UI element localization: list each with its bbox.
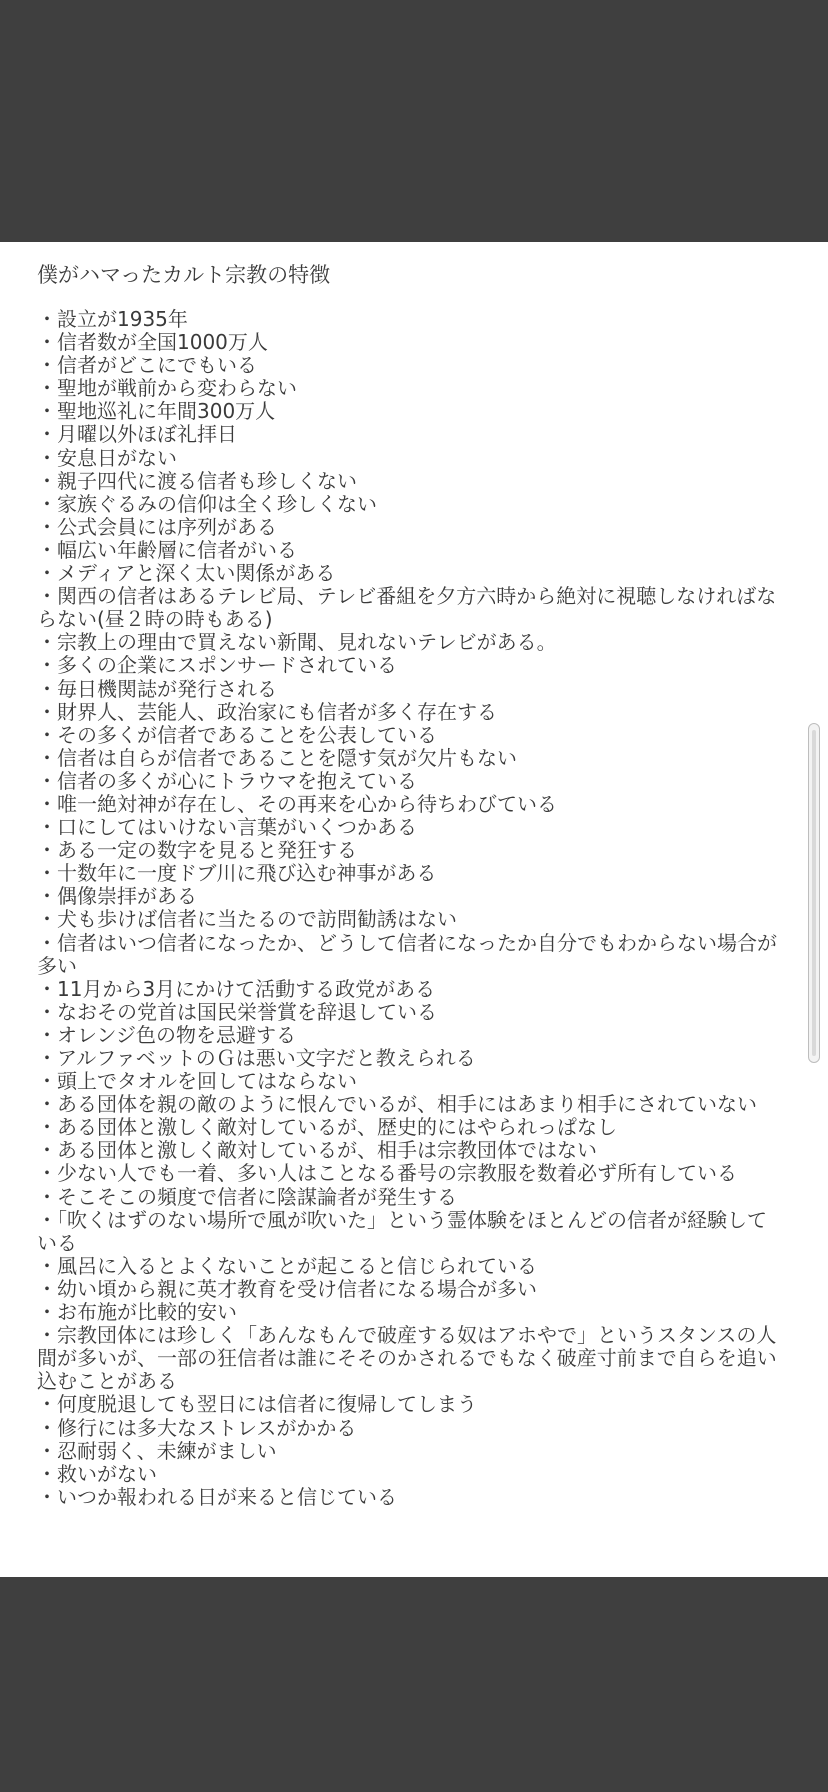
list-item: ・アルファベットのＧは悪い文字だと教えられる xyxy=(37,1046,476,1070)
top-dark-frame xyxy=(0,0,828,242)
list-item: ・なおその党首は国民栄誉賞を辞退している xyxy=(37,999,437,1024)
list-item: ・忍耐弱く、未練がましい xyxy=(37,1438,277,1463)
list-item: ・メディアと深く太い関係がある xyxy=(37,561,336,586)
list-item: ・お布施が比較的安い xyxy=(37,1300,237,1325)
list-item: ・信者は自らが信者であることを隠す気が欠片もない xyxy=(37,745,517,770)
list-item: ・親子四代に渡る信者も珍しくない xyxy=(37,468,357,493)
list-item: ・「吹くはずのない場所で風が吹いた」という霊体験をほとんどの信者が経験している xyxy=(37,1207,767,1255)
list-item: ・ある一定の数字を見ると発狂する xyxy=(37,838,357,863)
list-item: ・聖地が戦前から変わらない xyxy=(37,376,297,401)
list-item: ・信者はいつ信者になったか、どうして信者になったか自分でもわからない場合が多い xyxy=(37,930,777,978)
list-item: ・偶像崇拝がある xyxy=(37,884,197,909)
list-item: ・信者数が全国1000万人 xyxy=(37,330,268,355)
feature-list xyxy=(37,308,777,1509)
list-item: ・そこそこの頻度で信者に陰謀論者が発生する xyxy=(37,1184,457,1209)
list-item: ・財界人、芸能人、政治家にも信者が多く存在する xyxy=(37,699,497,724)
list-item: ・頭上でタオルを回してはならない xyxy=(37,1069,357,1094)
list-item: ・多くの企業にスポンサードされている xyxy=(37,653,397,678)
list-item: ・修行には多大なストレスがかかる xyxy=(37,1415,357,1440)
list-item: ・口にしてはいけない言葉がいくつかある xyxy=(37,815,417,840)
list-item: ・ある団体と激しく敵対しているが、歴史的にはやられっぱなし xyxy=(37,1115,617,1140)
list-item: ・家族ぐるみの信仰は全く珍しくない xyxy=(37,491,377,516)
list-item: ・信者の多くが心にトラウマを抱えている xyxy=(37,768,417,793)
list-item: ・犬も歩けば信者に当たるので訪問勧誘はない xyxy=(37,907,457,932)
list-item: ・ある団体を親の敵のように恨んでいるが、相手にはあまり相手にされていない xyxy=(37,1092,757,1117)
list-item: ・信者がどこにでもいる xyxy=(37,353,257,378)
list-item: ・宗教団体には珍しく「あんなもんで破産する奴はアホやで」というスタンスの人間が多いが、一部の狂信者は誰にそそのかされるでもなく破産寸前まで自らを追い込むことがある xyxy=(37,1323,777,1394)
document-title: 僕がハマったカルト宗教の特徴 xyxy=(37,263,331,287)
list-item: ・幅広い年齢層に信者がいる xyxy=(37,537,297,562)
list-item: ・救いがない xyxy=(37,1461,157,1486)
scrollbar-thumb[interactable] xyxy=(812,730,816,1056)
list-item: ・十数年に一度ドブ川に飛び込む神事がある xyxy=(37,861,437,886)
list-item: ・関西の信者はあるテレビ局、テレビ番組を夕方六時から絶対に視聴しなければならない(昼２時の時もある) xyxy=(37,584,777,632)
list-item: ・聖地巡礼に年間300万人 xyxy=(37,399,276,424)
list-item: ・その多くが信者であることを公表している xyxy=(37,722,437,747)
list-item: ・何度脱退しても翌日には信者に復帰してしまう xyxy=(37,1392,477,1417)
list-item: ・公式会員には序列がある xyxy=(37,514,277,539)
bottom-dark-frame xyxy=(0,1577,828,1792)
list-item: ・毎日機関誌が発行される xyxy=(37,676,277,701)
list-item: ・唯一絶対神が存在し、その再来を心から待ちわびている xyxy=(37,791,557,816)
list-item: ・安息日がない xyxy=(37,445,177,470)
list-item: ・ある団体と激しく敵対しているが、相手は宗教団体ではない xyxy=(37,1138,597,1163)
list-item: ・幼い頃から親に英才教育を受け信者になる場合が多い xyxy=(37,1276,537,1301)
vertical-scrollbar[interactable] xyxy=(808,723,820,1063)
list-item: ・少ない人でも一着、多い人はことなる番号の宗教服を数着必ず所有している xyxy=(37,1161,737,1186)
document-content xyxy=(37,262,777,1509)
list-item: ・設立が1935年 xyxy=(37,307,188,331)
list-item: ・風呂に入るとよくないことが起こると信じられている xyxy=(37,1253,537,1278)
list-item: ・11月から3月にかけて活動する政党がある xyxy=(37,976,436,1001)
list-item: ・オレンジ色の物を忌避する xyxy=(37,1022,296,1047)
list-item: ・いつか報われる日が来ると信じている xyxy=(37,1484,397,1509)
document-page xyxy=(0,242,828,1577)
list-item: ・宗教上の理由で買えない新聞、見れないテレビがある。 xyxy=(37,630,557,655)
list-item: ・月曜以外ほぼ礼拝日 xyxy=(37,422,237,447)
